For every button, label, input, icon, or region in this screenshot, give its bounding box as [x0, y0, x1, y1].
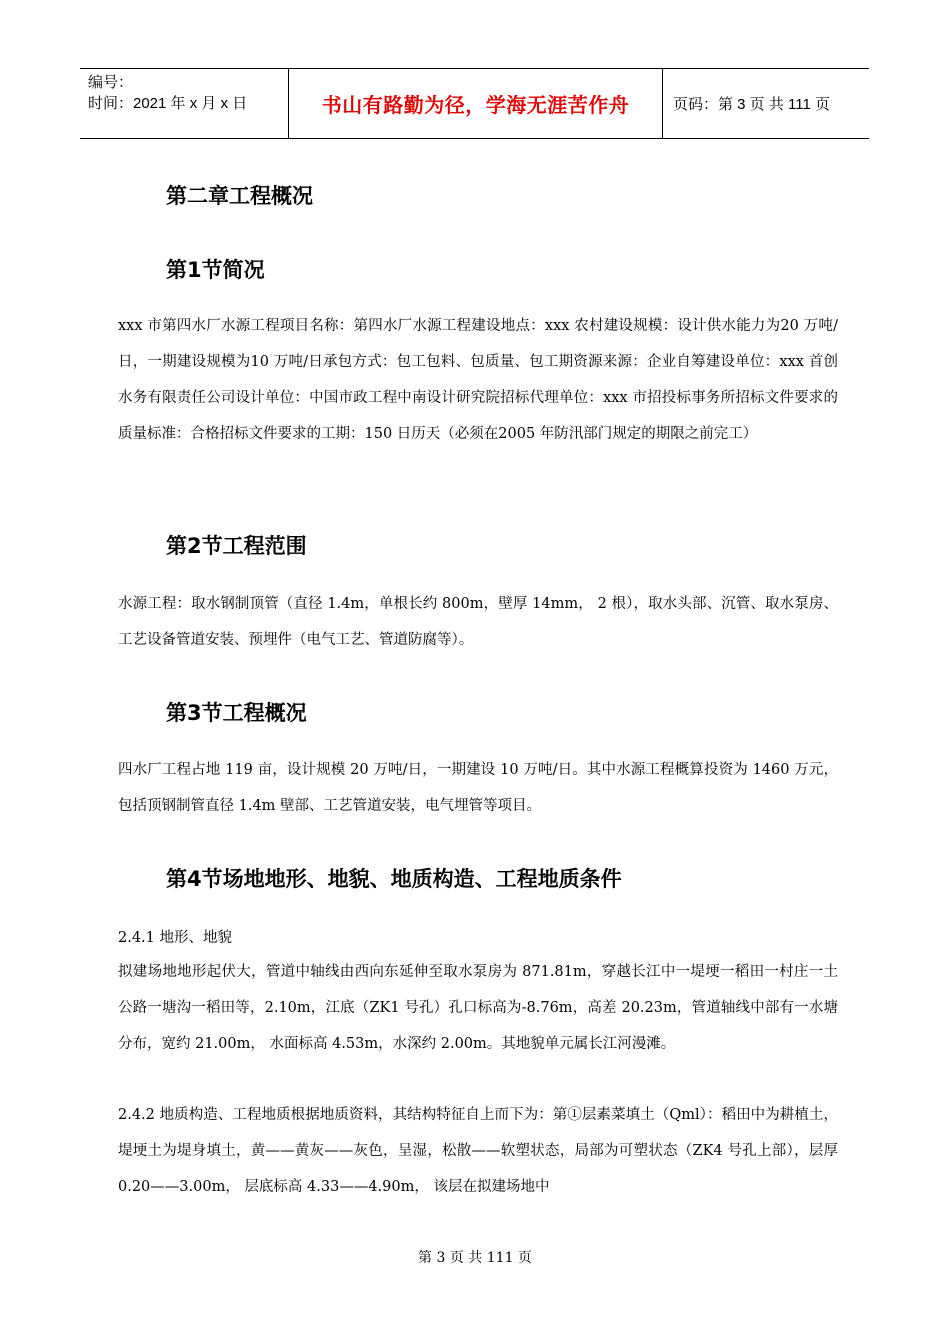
section-4-body-2: 2.4.2 地质构造、工程地质根据地质资料，其结构特征自上而下为：第①层素菜填土（Qml）：稻田中为耕植土，堤埂土为堤身填土，黄——黄灰——灰色，呈湿，松散——软塑状态，局部为可塑状态（ZK4 号孔上部），层厚 0.20——3.00m， 层底标高 4.33——4.90m， 该层在拟建场地中	[118, 1107, 838, 1195]
header-meta-cell	[80, 69, 289, 138]
section-2-body: 水源工程：取水钢制顶管（直径 1.4m，单根长约 800m，壁厚 14mm， 2 根），取水头部、沉管、取水泵房、工艺设备管道安装、预埋件（电气工艺、管道防腐等）。	[118, 596, 838, 648]
section-2-title: 第2节工程范围	[166, 534, 307, 558]
page-footer: 第 3 页 共 111 页	[418, 1250, 532, 1266]
section-3-body: 四水厂工程占地 119 亩，设计规模 20 万吨/日，一期建设 10 万吨/日。其中水源工程概算投资为 1460 万元，包括顶钢制管直径 1.4m 壁部、工艺管道安装，电气埋管等项目。	[118, 762, 838, 814]
header-page-code: 页码：第 3 页 共 111 页	[673, 96, 830, 113]
page-header-table	[80, 68, 869, 139]
time-label: 时间：2021 年 x 月 x 日	[88, 95, 248, 112]
chapter-title: 第二章工程概况	[166, 184, 313, 208]
section-4-body-1: 拟建场地地形起伏大，管道中轴线由西向东延伸至取水泵房为 871.81m，穿越长江中一堤埂一稻田一村庄一土公路一塘沟一稻田等，2.10m，江底（ZK1 号孔）孔口标高为-8.76m，高差 20.23m，管道轴线中部有一水塘分布，宽约 21.00m， 水面标高 4.53m，水深约 2.00m。其地貌单元属长江河漫滩。	[118, 964, 838, 1052]
section-1-body: xxx 市第四水厂水源工程项目名称：第四水厂水源工程建设地点：xxx 农村建设规模：设计供水能力为20 万吨/日，一期建设规模为10 万吨/日承包方式：包工包料、包质量、包工期资源来源：企业自筹建设单位：xxx 首创水务有限责任公司设计单位：中国市政工程中南设计研究院招标代理单位：xxx 市招投标事务所招标文件要求的质量标准：合格招标文件要求的工期：150 日历天（必须在2005 年防汛部门规定的期限之前完工）	[118, 318, 838, 442]
header-motto: 书山有路勤为径，学海无涯苦作舟	[289, 69, 663, 138]
section-4-title: 第4节场地地形、地貌、地质构造、工程地质条件	[166, 867, 622, 891]
section-3-title: 第3节工程概况	[166, 701, 307, 725]
section-1-title: 第1节简况	[166, 258, 265, 282]
number-label: 编号：	[88, 74, 134, 91]
section-4-subheading: 2.4.1 地形、地貌	[118, 930, 233, 946]
